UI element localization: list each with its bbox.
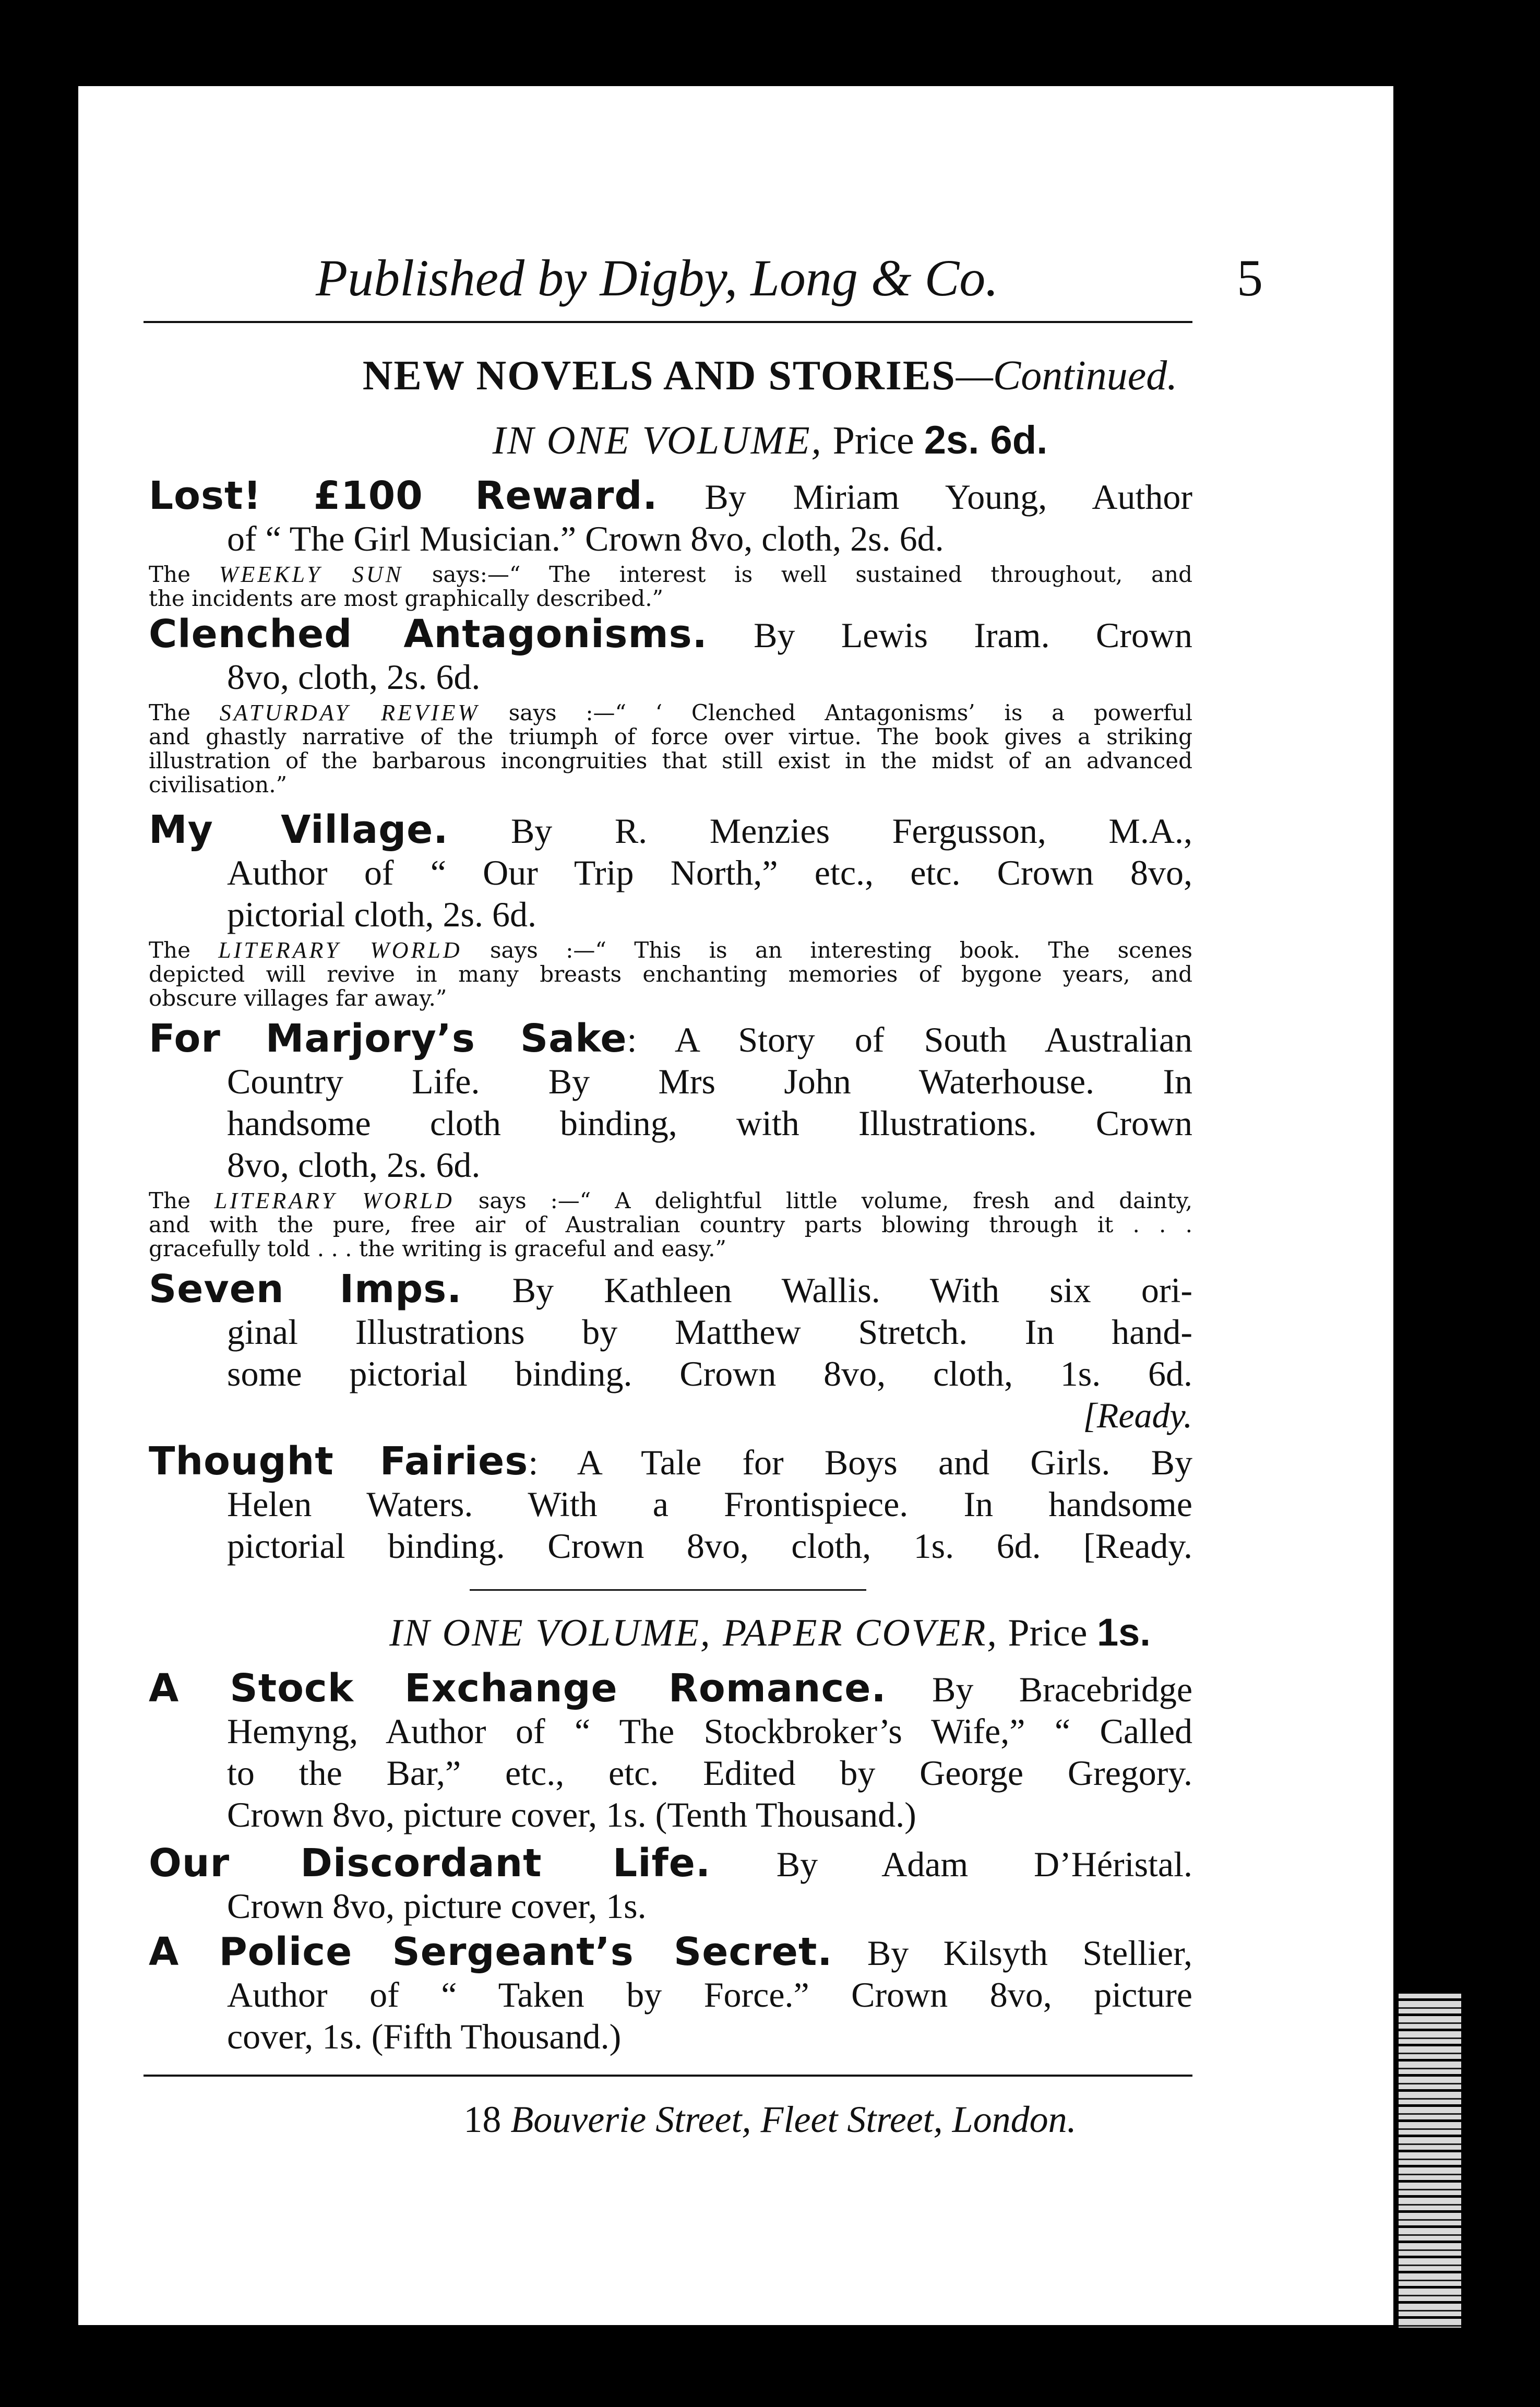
book-title: Clenched Antagonisms.: [149, 612, 708, 657]
book-byline: By Adam D’Héristal.: [776, 1844, 1193, 1884]
review-text: gracefully told . . . the writing is graceful and easy.”: [149, 1236, 726, 1261]
book-entry-discordant-life: [149, 1842, 1192, 1927]
review-text: says :—“ A delightful little volume, fresh and dainty,: [478, 1188, 1192, 1213]
book-entry-lost-reward: [149, 475, 1192, 611]
street-address: Bouverie Street, Fleet Street, London.: [510, 2099, 1077, 2140]
book-details: Crown 8vo, picture cover, 1s. (Tenth Thousand.): [227, 1795, 916, 1834]
page-number: 5: [1237, 249, 1263, 307]
subheading-price-label: Price: [1008, 1612, 1088, 1654]
book-title: A Stock Exchange Romance.: [149, 1666, 887, 1711]
book-byline: By Bracebridge: [932, 1670, 1193, 1709]
subheading-price: 2s. 6d.: [924, 418, 1048, 462]
street-number: 18: [463, 2099, 502, 2140]
review-text: says :—“ This is an interesting book. The scenes: [490, 937, 1192, 963]
book-details: 8vo, cloth, 2s. 6d.: [227, 657, 481, 697]
book-details: of “ The Girl Musician.” Crown 8vo, cloth, 2s. 6d.: [227, 519, 944, 558]
book-entry-police-sergeant: [149, 1931, 1192, 2057]
book-details: Author of “ Our Trip North,” etc., etc. Crown 8vo,: [227, 853, 1192, 892]
book-entry-stock-exchange-romance: [149, 1667, 1192, 1836]
book-details: pictorial cloth, 2s. 6d.: [227, 895, 537, 934]
book-details: Hemyng, Author of “ The Stockbroker’s Wife,” “ Called: [227, 1711, 1192, 1751]
footer-rule: [144, 2075, 1192, 2077]
section-subheading: [0, 418, 1540, 463]
book-byline: By R. Menzies Fergusson, M.A.,: [510, 811, 1192, 851]
book-details: Helen Waters. With a Frontispiece. In handsome: [227, 1484, 1192, 1524]
review-text: The: [149, 937, 190, 963]
book-title: Our Discordant Life.: [149, 1841, 711, 1886]
ready-note: [Ready.: [1083, 1396, 1192, 1435]
review-text: The: [149, 1188, 190, 1213]
book-byline: By Kilsyth Stellier,: [867, 1933, 1192, 1973]
book-entry-marjorys-sake: [149, 1018, 1192, 1261]
book-details: Country Life. By Mrs John Waterhouse. In: [227, 1062, 1192, 1101]
adjacent-page-edge: [1399, 1994, 1461, 2328]
review-publication: WEEKLY SUN: [219, 562, 404, 587]
book-details: cover, 1s. (Fifth Thousand.): [227, 2017, 622, 2056]
book-details: ginal Illustrations by Matthew Stretch. In hand-: [227, 1312, 1192, 1352]
book-details: handsome cloth binding, with Illustrations. Crown: [227, 1103, 1192, 1143]
book-title: Seven Imps.: [149, 1267, 462, 1312]
section-heading-main: NEW NOVELS AND STORIES: [362, 353, 956, 399]
book-title: Thought Fairies: [149, 1439, 529, 1484]
book-title: For Marjory’s Sake: [149, 1016, 627, 1061]
publisher-line: Published by Digby, Long & Co.: [316, 249, 999, 307]
review-text: obscure villages far away.”: [149, 985, 447, 1011]
book-byline: By Miriam Young, Author: [705, 477, 1193, 517]
review-text: illustration of the barbarous incongruities that still exist in the midst of an advanced: [149, 748, 1192, 773]
review-text: the incidents are most graphically described.”: [149, 586, 664, 611]
section-subheading-paper: [0, 1610, 1540, 1655]
book-details: 8vo, cloth, 2s. 6d.: [227, 1145, 481, 1185]
review-text: and with the pure, free air of Australian country parts blowing through it . . .: [149, 1212, 1192, 1237]
subheading-volume: IN ONE VOLUME,: [492, 419, 823, 462]
subheading-price: 1s.: [1096, 1611, 1151, 1654]
review-text: The: [149, 700, 190, 725]
book-byline: By Lewis Iram. Crown: [754, 615, 1192, 655]
review-text: and ghastly narrative of the triumph of force over virtue. The book gives a striking: [149, 724, 1192, 749]
book-details: Crown 8vo, picture cover, 1s.: [227, 1886, 647, 1926]
book-details: some pictorial binding. Crown 8vo, cloth, 1s. 6d.: [227, 1354, 1192, 1393]
section-heading-suffix: —Continued.: [956, 353, 1178, 399]
subheading-volume: IN ONE VOLUME, PAPER COVER,: [389, 1612, 998, 1654]
book-title: My Village.: [149, 807, 449, 852]
book-entry-seven-imps: [149, 1268, 1192, 1436]
book-entry-clenched-antagonisms: [149, 613, 1192, 797]
running-header: [237, 248, 1263, 311]
publisher-address: [0, 2098, 1540, 2141]
section-divider: [470, 1589, 866, 1591]
review-publication: LITERARY WORLD: [218, 937, 462, 963]
review-text: civilisation.”: [149, 772, 288, 797]
subheading-price-label: Price: [832, 419, 914, 462]
book-byline: By Kathleen Wallis. With six ori-: [512, 1270, 1193, 1310]
review-text: The: [149, 562, 190, 587]
book-details: Author of “ Taken by Force.” Crown 8vo, picture: [227, 1975, 1192, 2015]
book-title: Lost! £100 Reward.: [149, 473, 658, 518]
review-publication: SATURDAY REVIEW: [219, 700, 480, 725]
review-publication: LITERARY WORLD: [214, 1188, 455, 1213]
book-byline: : A Tale for Boys and Girls. By: [528, 1443, 1192, 1482]
book-entry-my-village: [149, 809, 1192, 1010]
book-title: A Police Sergeant’s Secret.: [149, 1929, 833, 1974]
book-byline: : A Story of South Australian: [627, 1020, 1193, 1059]
review-text: says:—“ The interest is well sustained throughout, and: [432, 562, 1192, 587]
book-details: to the Bar,” etc., etc. Edited by George Gregory.: [227, 1753, 1192, 1793]
review-text: says :—“ ‘ Clenched Antagonisms’ is a powerful: [508, 700, 1193, 725]
review-text: depicted will revive in many breasts enchanting memories of bygone years, and: [149, 961, 1192, 987]
header-rule: [144, 321, 1192, 323]
book-entry-thought-fairies: [149, 1440, 1192, 1567]
book-details: pictorial binding. Crown 8vo, cloth, 1s. 6d. [Ready.: [227, 1526, 1192, 1566]
section-heading: [0, 352, 1540, 400]
